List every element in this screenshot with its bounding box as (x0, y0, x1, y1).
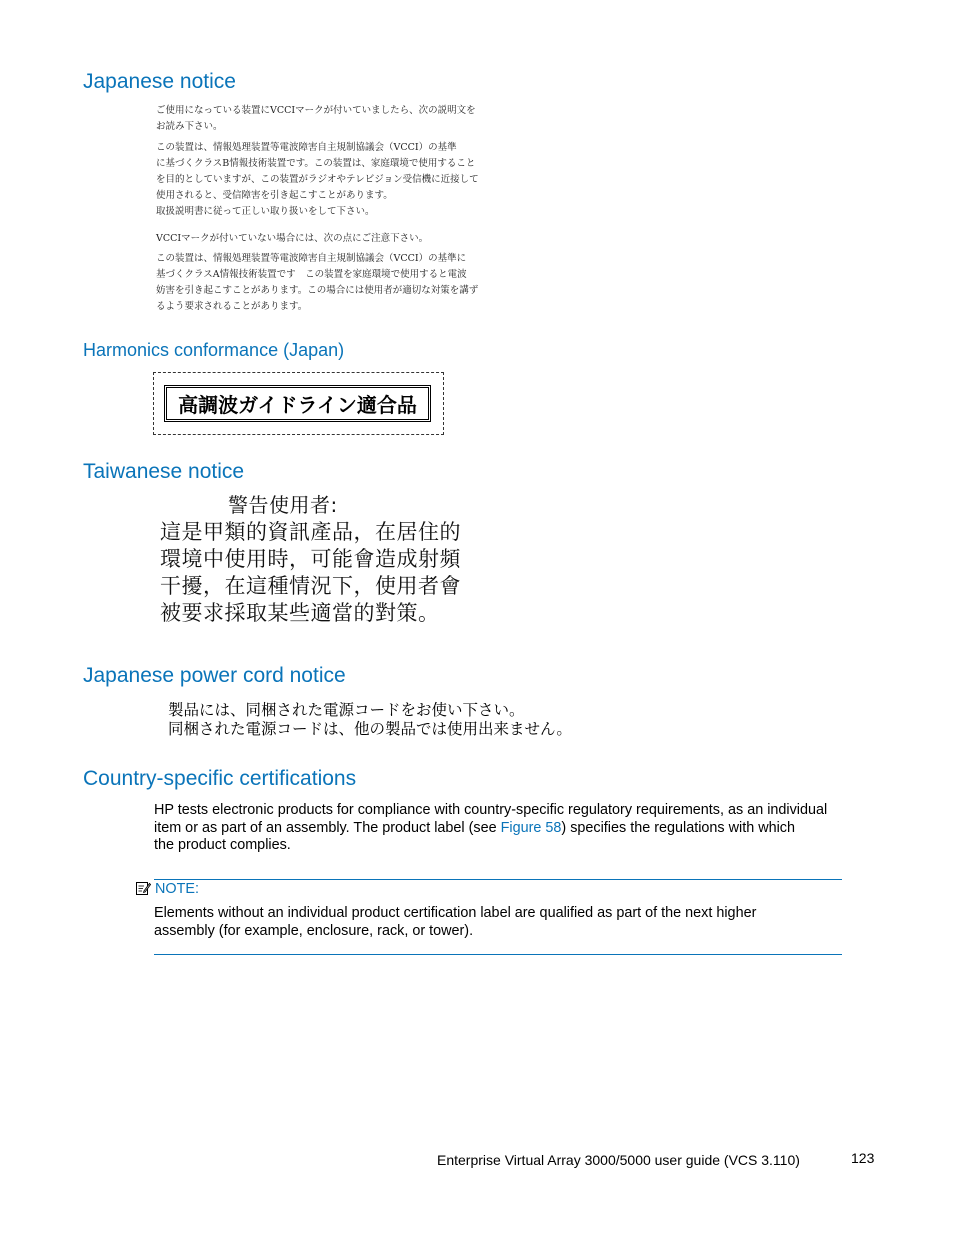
pc-line: 製品には、同梱された電源コードをお使い下さい。 (168, 701, 525, 719)
power-cord-heading: Japanese power cord notice (83, 664, 346, 687)
jp-line: この装置は、情報処理装置等電波障害自主規制協議会（VCCI）の基準に (156, 253, 467, 264)
jp-line: VCCIマークが付いていない場合には、次の点にご注意下さい。 (156, 233, 429, 244)
tw-line: 被要求採取某些適當的對策。 (160, 601, 440, 625)
jp-line: 使用されると、受信障害を引き起こすことがあります。 (156, 190, 393, 201)
footer-guide-title: Enterprise Virtual Array 3000/5000 user guide (VCS 3.110) (437, 1152, 800, 1168)
tw-line: 這是甲類的資訊產品，在居住的 (160, 520, 461, 544)
note-bottom-rule (154, 954, 842, 955)
jp-line: 取扱説明書に従って正しい取り扱いをして下さい。 (156, 206, 375, 217)
taiwanese-notice-heading: Taiwanese notice (83, 460, 245, 483)
body-line: HP tests electronic products for compliance with country-specific regulatory requirements, as an individual (154, 802, 828, 818)
jp-line: を目的としていますが、この装置がラジオやテレビジョン受信機に近接して (156, 174, 479, 185)
power-cord-text (168, 701, 572, 739)
jp-line: ご使用になっている装置にVCCIマークが付いていましたら、次の説明文を (156, 105, 476, 116)
note-top-rule (154, 879, 842, 880)
jp-line: この装置は、情報処理装置等電波障害自主規制協議会（VCCI）の基準 (156, 142, 457, 153)
note-icon (135, 880, 151, 896)
body-line-text: ) specifies the regulations with which (561, 819, 795, 836)
note-body (154, 905, 756, 940)
jp-line: るよう要求されることがあります。 (156, 301, 308, 312)
body-line (154, 820, 827, 838)
tw-line: 環境中使用時，可能會造成射頻 (160, 547, 461, 571)
jp-line: に基づくクラスB情報技術装置です。この装置は、家庭環境で使用すること (156, 158, 476, 169)
tw-line: 警告使用者: (228, 493, 338, 517)
country-certs-heading: Country-specific certifications (83, 767, 357, 790)
jp-line: 妨害を引き起こすことがあります。この場合には使用者が適切な対策を講ず (156, 285, 479, 296)
pc-line: 同梱された電源コードは、他の製品では使用出来ません。 (168, 720, 572, 738)
harmonics-label-text: 高調波ガイドライン適合品 (164, 385, 431, 422)
body-line-text: item or as part of an assembly. The product label (see (154, 819, 501, 836)
japanese-notice-heading: Japanese notice (83, 70, 236, 93)
note-line: Elements without an individual product certification label are qualified as part of the next higher (154, 905, 757, 921)
harmonics-label-image (153, 372, 444, 435)
figure-58-link[interactable]: Figure 58 (500, 819, 562, 836)
body-line: the product complies. (154, 837, 291, 853)
note-line: assembly (for example, enclosure, rack, or tower). (154, 922, 474, 939)
tw-line: 干擾，在這種情況下，使用者會 (160, 574, 461, 598)
harmonics-heading: Harmonics conformance (Japan) (83, 340, 345, 360)
country-certs-paragraph (154, 802, 827, 855)
note-title: NOTE: (155, 881, 199, 897)
footer-page-number: 123 (851, 1150, 875, 1166)
taiwanese-notice-text (160, 492, 461, 627)
jp-line: 基づくクラスA情報技術装置です この装置を家庭環境で使用すると電波 (156, 269, 467, 280)
jp-line: お読み下さい。 (156, 121, 223, 132)
japanese-vcci-notice (156, 103, 479, 315)
